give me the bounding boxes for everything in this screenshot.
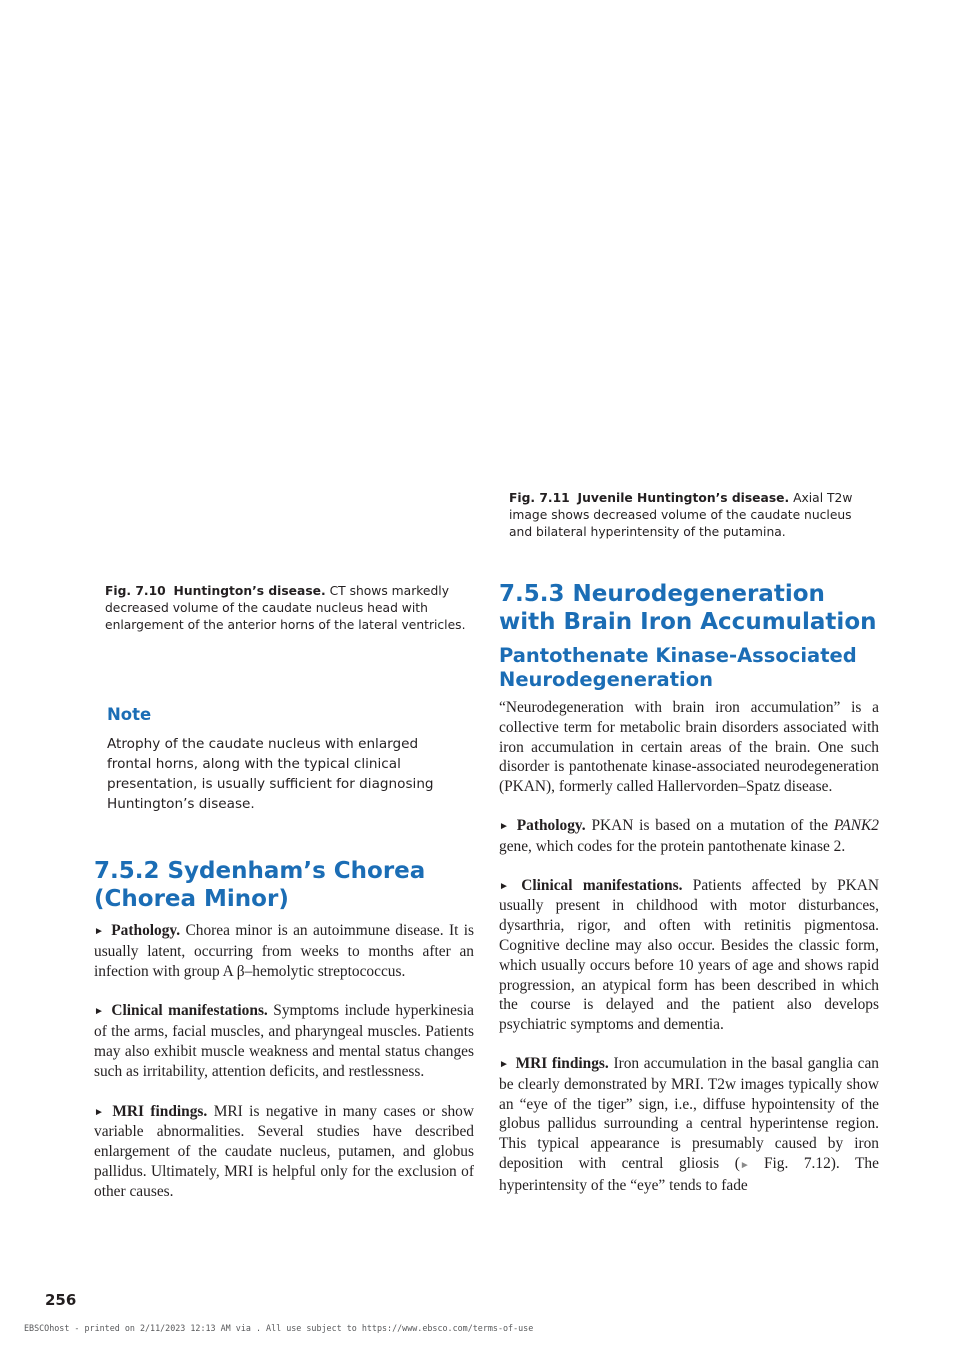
clinical-text: Patients affected by PKAN usually present in childhood with motor disturbances, dysarthria, rigor, and often with retinitis pigmentosa. Cognitive decline may also occur. Besides the classic form, which usually occurs before 10 years of age and shows rapid progression, an atypical form has been described in which the course is delayed and the patient also develops psychiatric symptoms and dementia.	[499, 876, 879, 1034]
sydenham-clinical	[94, 1001, 474, 1081]
mri-label: MRI findings.	[112, 1102, 208, 1120]
note-text: Atrophy of the caudate nucleus with enlarged frontal horns, along with the typical clinical presentation, is usually sufficient for diagnosing Huntington’s disease.	[107, 736, 434, 812]
footer-text: EBSCOhost - printed on 2/11/2023 12:13 AM via . All use subject to https://www.ebsco.com/terms-of-use	[24, 1323, 534, 1333]
section-heading-7-5-3: 7.5.3 Neurodegeneration with Brain Iron Accumulation	[499, 581, 877, 635]
pkan-mri	[499, 1054, 879, 1196]
fig-7-10-caption	[105, 583, 467, 634]
note-box	[107, 705, 447, 814]
fig-7-11-text: Axial T2w image shows decreased volume of the caudate nucleus and bilateral hyperintensity of the putamina.	[509, 491, 853, 539]
mri-text: Iron accumulation in the basal ganglia can be clearly demonstrated by MRI. T2w images typically show an “eye of the tiger” sign, i.e., diffuse hypointensity of the globus pallidus surrounding a central hyperintense region. This typical appearance is presumably caused by iron deposition with central gliosis (	[499, 1054, 879, 1172]
fig-7-11-label: Fig. 7.11	[509, 491, 570, 505]
pkan-clinical	[499, 876, 879, 1035]
pkan-intro: “Neurodegeneration with brain iron accumulation” is a collective term for metabolic brain disorders associated with iron accumulation in certain areas of the brain. One such disorder is pantothenate kinase-associated neurodegeneration (PKAN), formerly called Hallervorden–Spatz disease.	[499, 699, 879, 796]
triangle-bullet-icon: ►	[94, 926, 104, 937]
pathology-text: Chorea minor is an autoimmune disease. It is usually latent, occurring from weeks to months after an infection with group A β–hemolytic streptococcus.	[94, 922, 474, 980]
mri-text-after: ). The hyperintensity of the “eye” tends to fade	[499, 1154, 879, 1194]
triangle-bullet-icon: ►	[499, 1058, 509, 1070]
pkan-pathology	[499, 816, 879, 857]
section-7-5-2	[94, 857, 474, 1202]
pathology-label: Pathology.	[516, 816, 586, 834]
note-title: Note	[107, 705, 152, 724]
clinical-text: Symptoms include hyperkinesia of the arms, facial muscles, and pharyngeal muscles. Patients may also exhibit muscle weakness and mental status changes such as irritability, attention deficits, and restlessness.	[94, 1002, 474, 1080]
sydenham-pathology	[94, 921, 474, 981]
pathology-label: Pathology.	[111, 922, 181, 939]
mri-text: MRI is negative in many cases or show variable abnormalities. Several studies have described enlargement of the caudate nucleus, putamen, and globus pallidus. Ultimately, MRI is helpful only for the exclusion of other causes.	[94, 1102, 474, 1200]
section-7-5-3	[499, 580, 879, 1196]
triangle-bullet-icon: ►	[499, 820, 509, 832]
triangle-bullet-icon: ►	[94, 1006, 104, 1018]
fig-7-10-title: Huntington’s disease.	[173, 584, 326, 598]
clinical-label: Clinical manifestations.	[111, 1002, 268, 1020]
section-heading-7-5-2: 7.5.2 Sydenham’s Chorea (Chorea Minor)	[94, 858, 426, 912]
figure-ref-arrow-icon: ►	[739, 1159, 764, 1171]
page-number: 256	[45, 1291, 77, 1309]
fig-7-10-label: Fig. 7.10	[105, 584, 166, 598]
mri-label: MRI findings.	[515, 1054, 609, 1072]
triangle-bullet-icon: ►	[94, 1106, 104, 1118]
fig-7-11-caption	[509, 490, 869, 541]
triangle-bullet-icon: ►	[499, 880, 509, 892]
sydenham-mri	[94, 1102, 474, 1202]
fig-7-11-title: Juvenile Huntington’s disease.	[577, 491, 790, 505]
clinical-label: Clinical manifestations.	[521, 876, 683, 894]
figure-reference-link[interactable]: Fig. 7.12	[763, 1154, 831, 1172]
subsection-heading-pkan: Pantothenate Kinase-Associated Neurodegeneration	[499, 644, 857, 691]
fig-7-10-text: CT shows markedly decreased volume of the caudate nucleus head with enlargement of the anterior horns of the lateral ventricles.	[105, 584, 466, 632]
pathology-text: PKAN is based on a mutation of the	[591, 816, 829, 834]
gene-name: PANK2	[833, 816, 879, 834]
pathology-text-after: gene, which codes for the protein pantothenate kinase 2.	[499, 837, 846, 855]
